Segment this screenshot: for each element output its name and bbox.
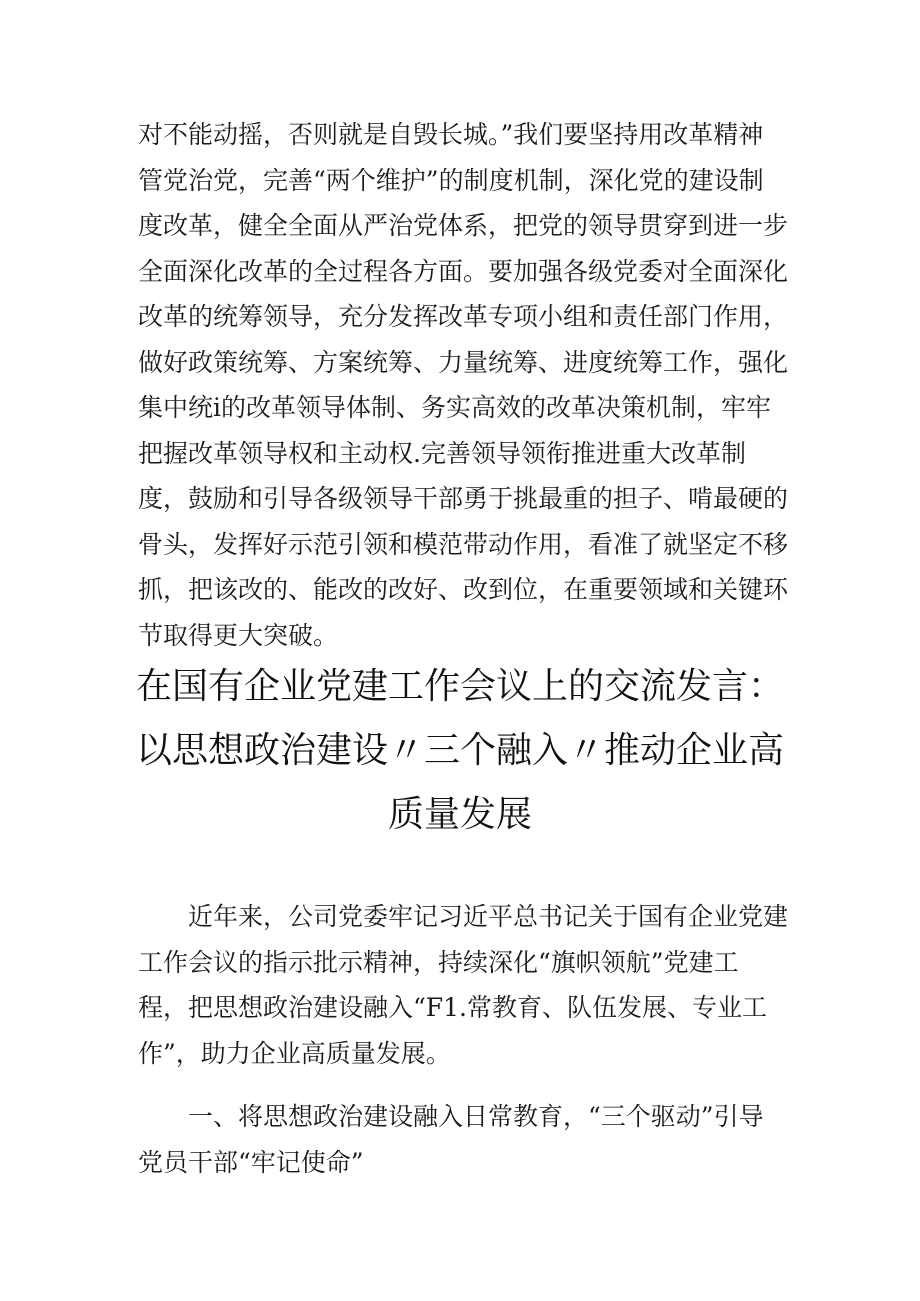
section-heading-1: 一、将思想政治建设融入日常教育，“三个驱动”引导党员干部“牢记使命” <box>138 1102 764 1177</box>
intro-paragraph: 近年来，公司党委牢记习近平总书记关于国有企业党建工作会议的指示批示精神，持续深化“旗帜领航”党建工程，把思想政治建设融入“F1.常教育、队伍发展、专业工作”，助力企业高质量发展。 <box>138 902 789 1068</box>
article-title: 在国有企业党建工作会议上的交流发言：以思想政治建设〃三个融入〃推动企业高质量发展 <box>135 666 784 835</box>
continuation-paragraph: 对不能动摇，否则就是自毁长城。”我们要坚持用改革精神管党治党，完善“两个维护”的制度机制，深化党的建设制度改革，健全全面从严治党体系，把党的领导贯穿到进一步全面深化改革的全过程各方面。要加强各级党委对全面深化改革的统筹领导，充分发挥改革专项小组和责任部门作用，做好政策统筹、方案统筹、力量统筹、进度统筹工作，强化集中统i的改革领导体制、务实高效的改革决策机制，牢牢把握改革领导权和主动权.完善领导领衔推进重大改革制度，鼓励和引导各级领导干部勇于挑最重的担子、啃最硬的骨头，发挥好示范引领和模范带动作用，看准了就坚定不移抓，把该改的、能改的改好、改到位，在重要领域和关键环节取得更大突破。 <box>138 120 789 650</box>
